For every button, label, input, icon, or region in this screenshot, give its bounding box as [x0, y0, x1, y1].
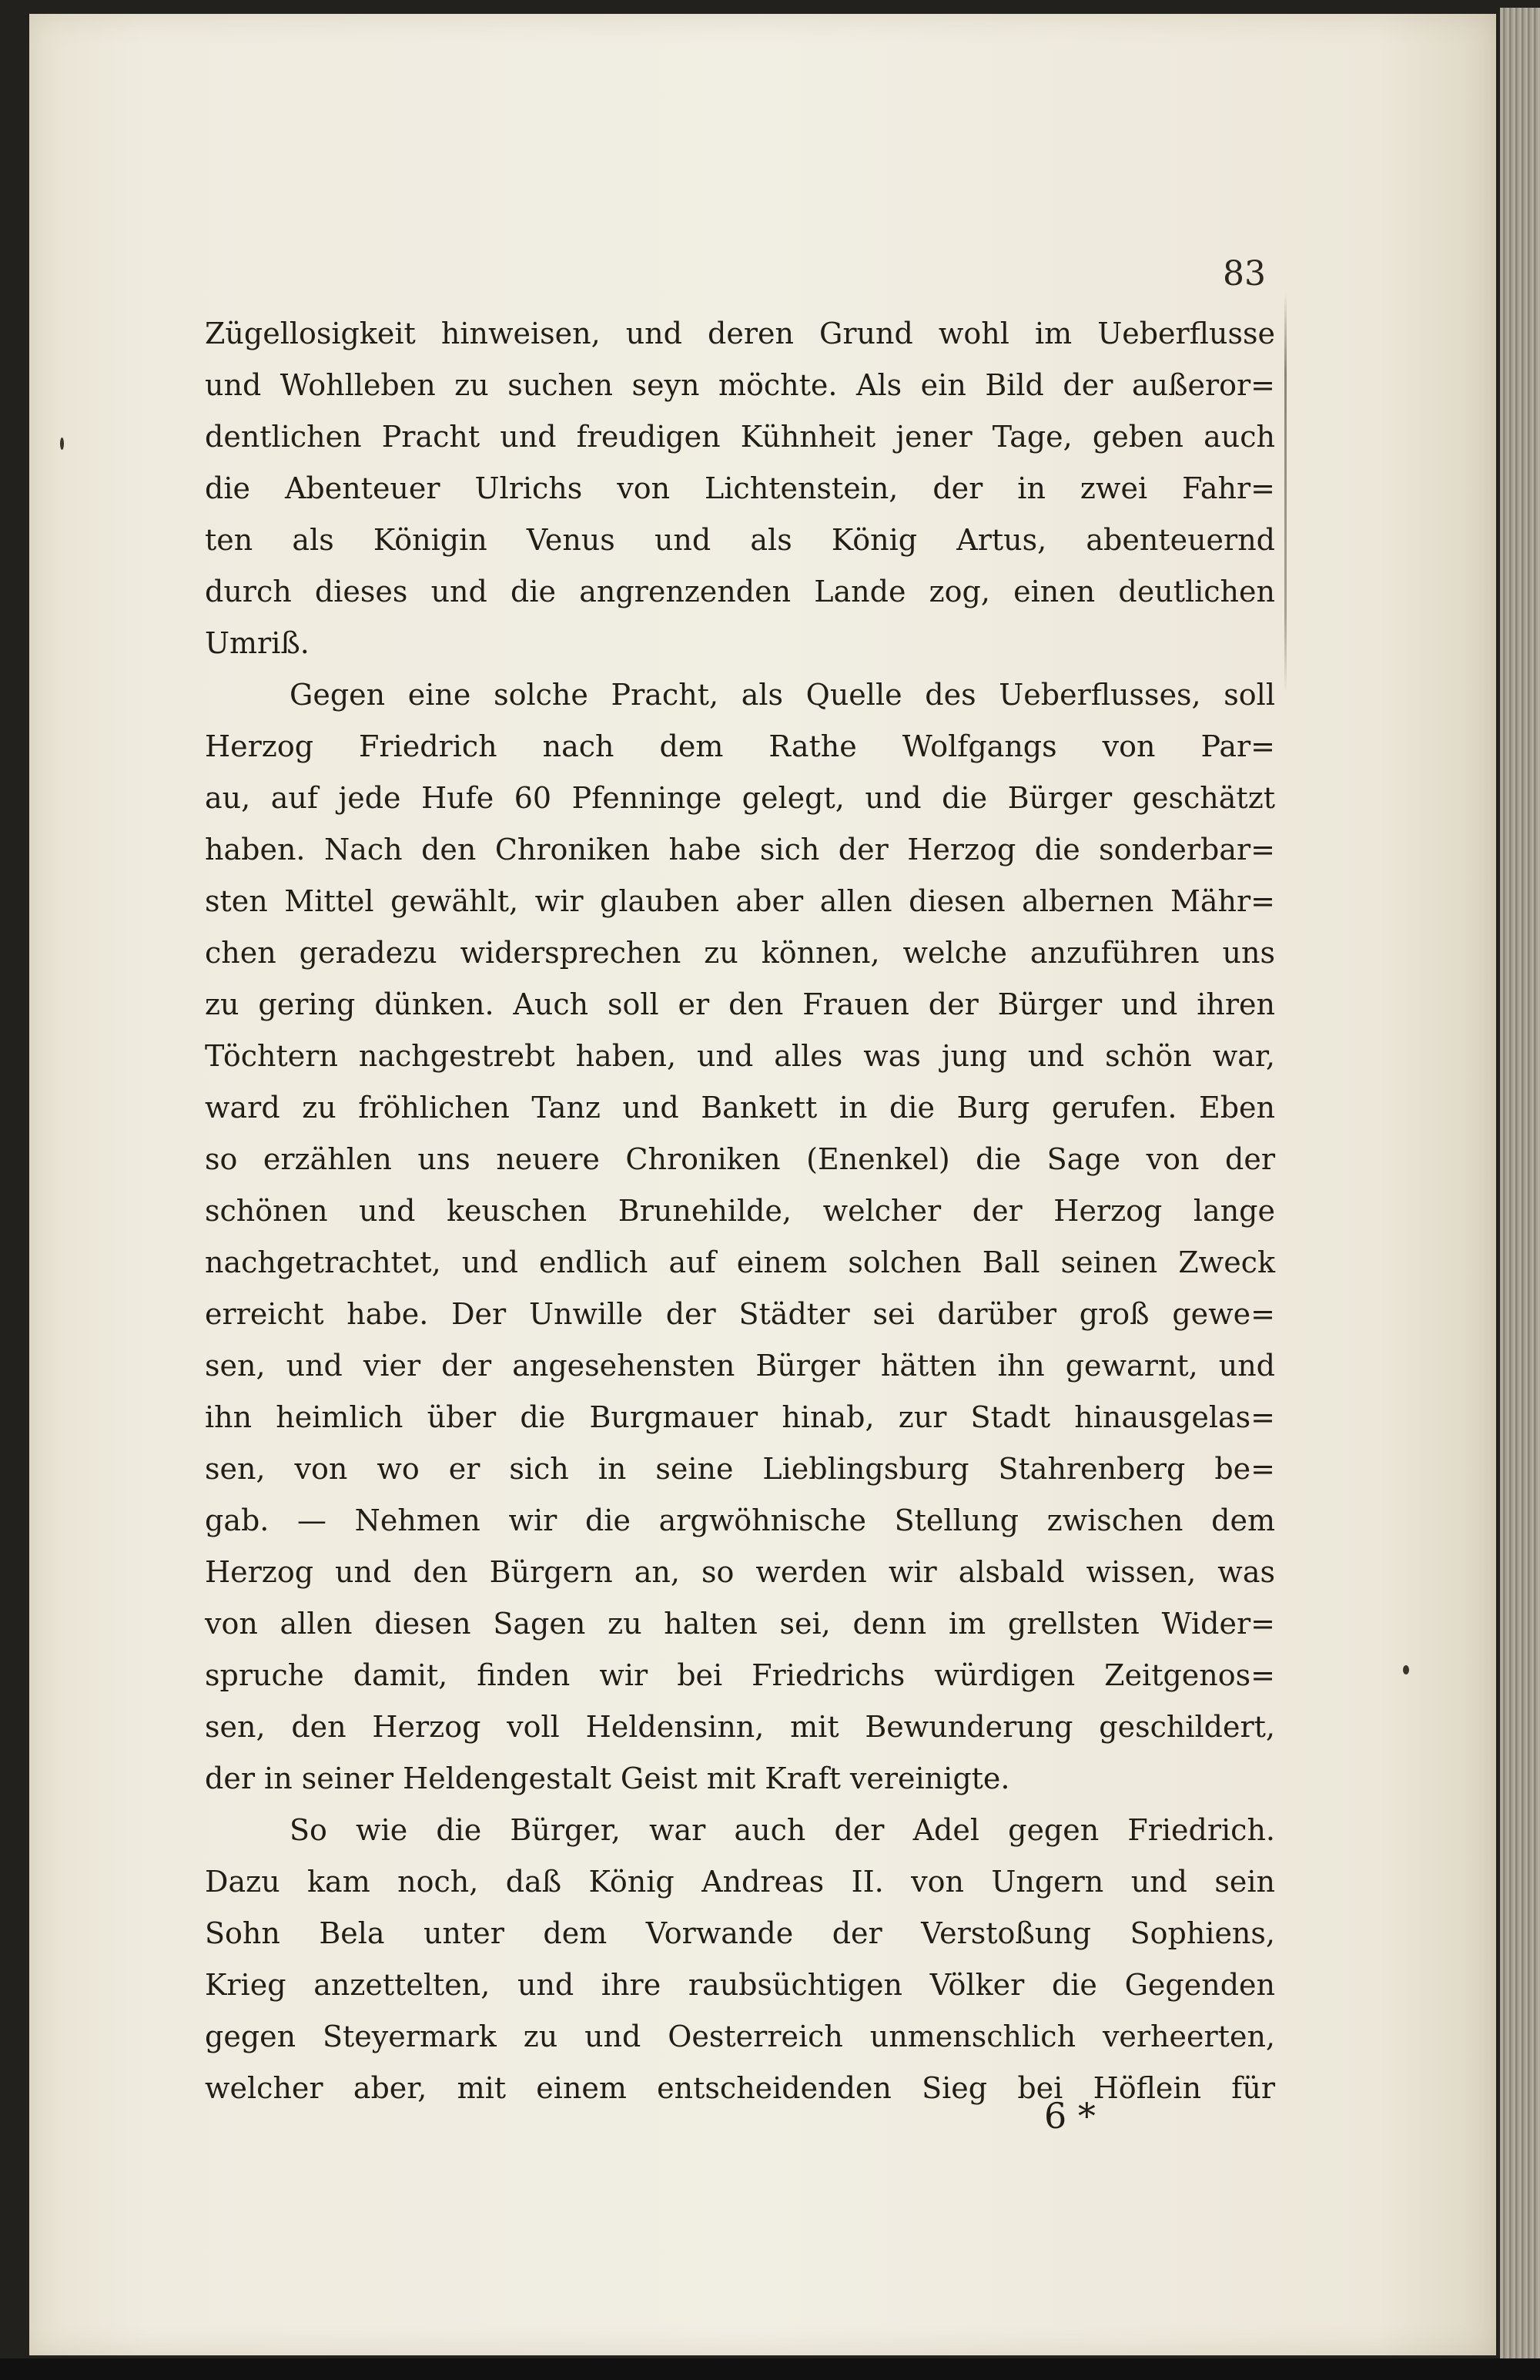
text-line: Krieg anzettelten, und ihre raubsüchtigen Völker die Gegenden — [205, 1968, 1275, 2002]
text-line: Dazu kam noch, daß König Andreas II. von Ungern und sein — [205, 1865, 1275, 1899]
text-line: So wie die Bürger, war auch der Adel gegen Friedrich. — [290, 1813, 1275, 1847]
text-line: welcher aber, mit einem entscheidenden Sieg bei Höflein für — [205, 2071, 1275, 2105]
text-line: Herzog und den Bürgern an, so werden wir alsbald wissen, was — [205, 1555, 1275, 1589]
text-line: Töchtern nachgestrebt haben, und alles was jung und schön war, — [205, 1039, 1275, 1073]
text-line: sen, von wo er sich in seine Lieblingsburg Stahrenberg be= — [205, 1452, 1275, 1486]
text-line: schönen und keuschen Brunehilde, welcher der Herzog lange — [205, 1194, 1275, 1228]
margin-pencil-mark — [1284, 293, 1287, 693]
signature-mark: 6 * — [1044, 2095, 1096, 2137]
page-stack-edge — [1500, 8, 1540, 2365]
text-line: ward zu fröhlichen Tanz und Bankett in die Burg gerufen. Eben — [205, 1091, 1275, 1125]
text-line: Herzog Friedrich nach dem Rathe Wolfgangs von Par= — [205, 729, 1275, 763]
text-line: sten Mittel gewählt, wir glauben aber allen diesen albernen Mähr= — [205, 884, 1275, 918]
ink-speck — [60, 437, 64, 450]
text-line: sen, und vier der angesehensten Bürger hätten ihn gewarnt, und — [205, 1349, 1275, 1383]
text-line: chen geradezu widersprechen zu können, welche anzuführen uns — [205, 936, 1275, 970]
text-line: Zügellosigkeit hinweisen, und deren Grund wohl im Ueberflusse — [205, 317, 1275, 350]
text-line: erreicht habe. Der Unwille der Städter sei darüber groß gewe= — [205, 1297, 1275, 1331]
text-line: gab. — Nehmen wir die argwöhnische Stellung zwischen dem — [205, 1503, 1275, 1537]
text-line: au, auf jede Hufe 60 Pfenninge gelegt, und die Bürger geschätzt — [205, 781, 1275, 815]
text-line: spruche damit, finden wir bei Friedrichs würdigen Zeitgenos= — [205, 1658, 1275, 1692]
body-text — [205, 308, 1275, 2114]
text-line: Gegen eine solche Pracht, als Quelle des Ueberflusses, soll — [290, 678, 1275, 712]
text-line: durch dieses und die angrenzenden Lande zog, einen deutlichen — [205, 575, 1275, 608]
text-line: so erzählen uns neuere Chroniken (Enenkel) die Sage von der — [205, 1142, 1275, 1176]
text-line: dentlichen Pracht und freudigen Kühnheit jener Tage, geben auch — [205, 420, 1275, 454]
text-line: und Wohlleben zu suchen seyn möchte. Als ein Bild der außeror= — [205, 368, 1275, 402]
text-line: nachgetrachtet, und endlich auf einem solchen Ball seinen Zweck — [205, 1245, 1275, 1279]
text-line: gegen Steyermark zu und Oesterreich unmenschlich verheerten, — [205, 2020, 1275, 2053]
text-line: die Abenteuer Ulrichs von Lichtenstein, der in zwei Fahr= — [205, 471, 1275, 505]
text-line: haben. Nach den Chroniken habe sich der Herzog die sonderbar= — [205, 833, 1275, 867]
scan-bottom-border — [0, 2358, 1540, 2380]
text-line: von allen diesen Sagen zu halten sei, denn im grellsten Wider= — [205, 1607, 1275, 1641]
text-line: ihn heimlich über die Burgmauer hinab, zur Stadt hinausgelas= — [205, 1400, 1275, 1434]
text-line: Sohn Bela unter dem Vorwande der Verstoßung Sophiens, — [205, 1916, 1275, 1950]
text-line: zu gering dünken. Auch soll er den Frauen der Bürger und ihren — [205, 987, 1275, 1021]
text-line: der in seiner Heldengestalt Geist mit Kraft vereinigte. — [205, 1762, 1010, 1795]
page-number: 83 — [1223, 254, 1266, 293]
text-line: Umriß. — [205, 626, 310, 660]
text-line: sen, den Herzog voll Heldensinn, mit Bewunderung geschildert, — [205, 1710, 1275, 1744]
ink-speck — [1403, 1665, 1409, 1674]
text-line: ten als Königin Venus und als König Artus, abenteuernd — [205, 523, 1275, 557]
